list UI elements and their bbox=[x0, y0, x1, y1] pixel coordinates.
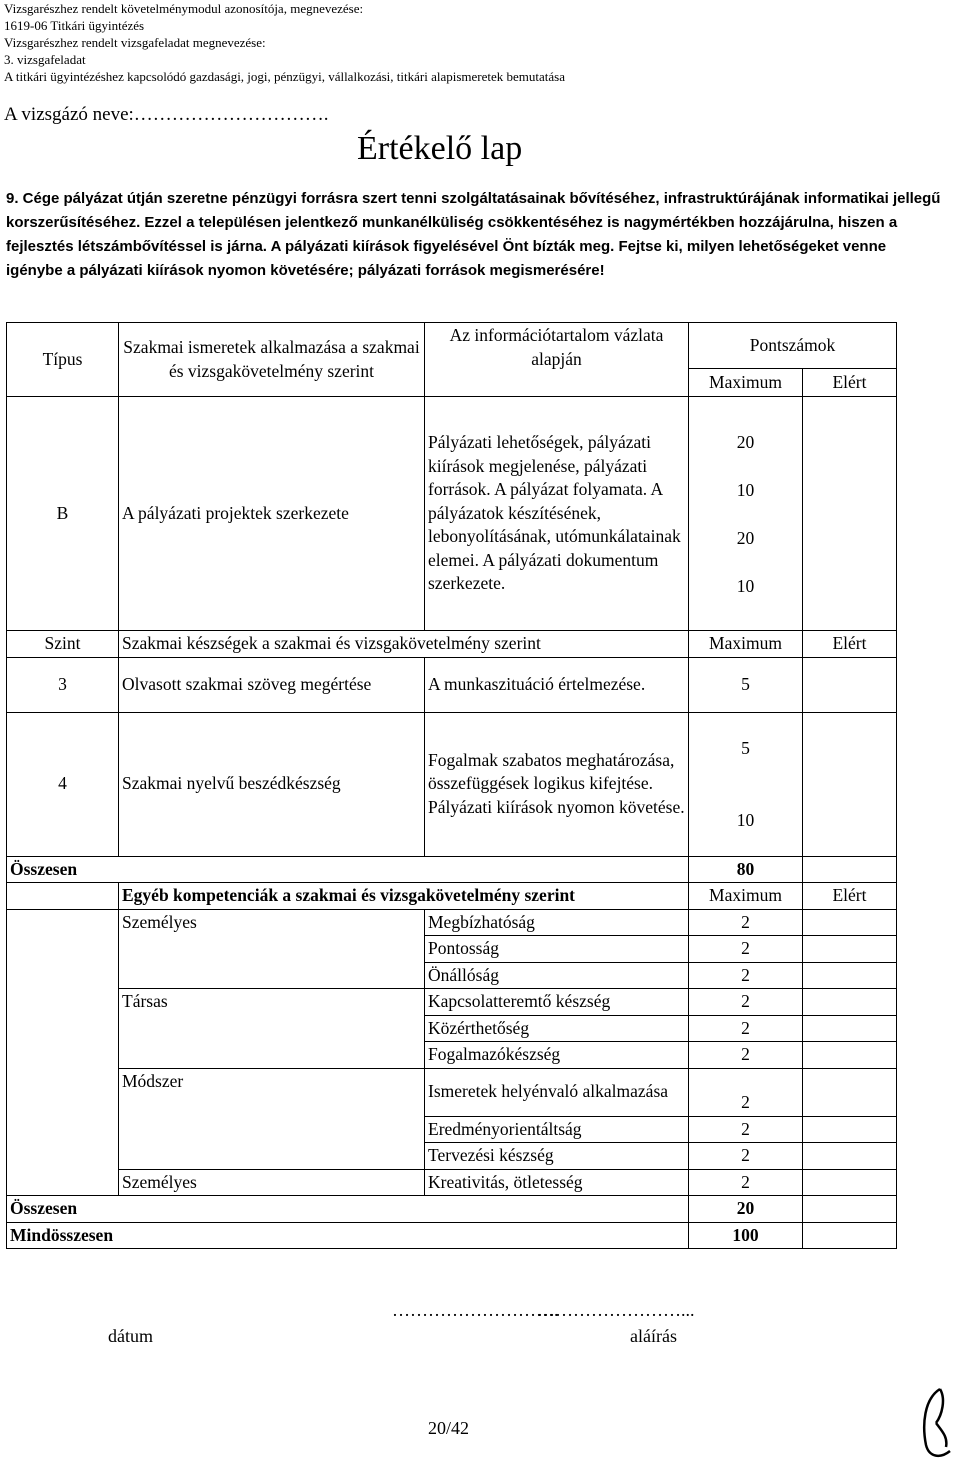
other-max-header: Maximum bbox=[689, 883, 803, 910]
page-number: 20/42 bbox=[428, 1418, 470, 1438]
competency-name: Önállóság bbox=[425, 962, 689, 989]
competency-name: Tervezési készség bbox=[425, 1143, 689, 1170]
max-value: 10 bbox=[736, 575, 755, 596]
topic-cell: A pályázati projektek szerkezete bbox=[119, 397, 425, 631]
competency-achieved[interactable] bbox=[803, 909, 897, 936]
max-value: 20 bbox=[736, 431, 755, 452]
skill-name: Szakmai nyelvű beszédkészség bbox=[119, 712, 425, 856]
competency-achieved[interactable] bbox=[803, 989, 897, 1016]
competency-group: Személyes bbox=[119, 1169, 425, 1196]
subtotal-achieved[interactable] bbox=[803, 1196, 897, 1223]
competency-name: Pontosság bbox=[425, 936, 689, 963]
subtotal-label: Összesen bbox=[7, 856, 689, 883]
grand-total-label: Mindösszesen bbox=[7, 1222, 689, 1249]
evaluation-table bbox=[6, 322, 897, 1249]
header-type: Típus bbox=[7, 323, 119, 397]
header-outline: Az információtartalom vázlata alapján bbox=[425, 323, 689, 397]
skill-name: Olvasott szakmai szöveg megértése bbox=[119, 657, 425, 712]
date-label: dátum bbox=[108, 1326, 153, 1346]
examinee-name-label: A vizsgázó neve:…………………………. bbox=[4, 104, 329, 125]
document-header bbox=[4, 0, 565, 85]
competency-achieved[interactable] bbox=[803, 1169, 897, 1196]
max-value: 20 bbox=[736, 527, 755, 548]
competency-name: Kreativitás, ötletesség bbox=[425, 1169, 689, 1196]
subtotal-label: Összesen bbox=[7, 1196, 689, 1223]
skill-achieved[interactable] bbox=[803, 712, 897, 856]
max-value: 5 bbox=[741, 738, 750, 758]
skill-level: 3 bbox=[7, 657, 119, 712]
skill-achieved[interactable] bbox=[803, 657, 897, 712]
competency-max: 2 bbox=[689, 936, 803, 963]
competency-name: Megbízhatóság bbox=[425, 909, 689, 936]
competency-max: 2 bbox=[689, 989, 803, 1016]
competency-name: Ismeretek helyénvaló alkalmazása bbox=[425, 1068, 689, 1116]
header-line: 1619-06 Titkári ügyintézés bbox=[4, 18, 145, 33]
competency-spacer bbox=[7, 909, 119, 1196]
competency-group: Társas bbox=[119, 989, 425, 1069]
competency-max: 2 bbox=[689, 1143, 803, 1170]
b-achieved-cell[interactable] bbox=[803, 397, 897, 631]
grand-total-value: 100 bbox=[689, 1222, 803, 1249]
header-line: Vizsgarészhez rendelt követelménymodul azonosítója, megnevezése: bbox=[4, 1, 364, 16]
competency-name: Kapcsolatteremtő készség bbox=[425, 989, 689, 1016]
type-b-cell: B bbox=[7, 397, 119, 631]
other-empty bbox=[7, 883, 119, 910]
skills-level-header: Szint bbox=[7, 631, 119, 658]
competency-achieved[interactable] bbox=[803, 1068, 897, 1116]
skill-max: 5 bbox=[689, 657, 803, 712]
competency-achieved[interactable] bbox=[803, 1116, 897, 1143]
header-knowledge: Szakmai ismeretek alkalmazása a szakmai és vizsgakövetelmény szerint bbox=[119, 323, 425, 397]
competency-achieved[interactable] bbox=[803, 1015, 897, 1042]
skills-header: Szakmai készségek a szakmai és vizsgakövetelmény szerint bbox=[119, 631, 689, 658]
header-line: Vizsgarészhez rendelt vizsgafeladat megnevezése: bbox=[4, 35, 266, 50]
b-max-cell bbox=[689, 397, 803, 631]
handwritten-signature-mark bbox=[918, 1385, 958, 1463]
max-value: 10 bbox=[736, 479, 755, 500]
task-description: 9. Cége pályázat útján szeretne pénzügyi forrásra szert tenni szolgáltatásainak bővítéséhez, infrastruktúrájának informatikai jellegű korszerűsítéséhez. Ezzel a településen jelentkező munkanélküliség csökkentéséhez is nagymértékben hozzájárulna, hiszen a fejlesztés létszámbővítéssel is járna. A pályázati kiírások figyelésével Önt bízták meg. Fejtse ki, milyen lehetőségeket venne igénybe a pályázati kiírások nyomon követésére; pályázati források megismerésére! bbox=[6, 190, 941, 279]
header-line: 3. vizsgafeladat bbox=[4, 52, 86, 67]
header-max: Maximum bbox=[689, 369, 803, 397]
competency-max: 2 bbox=[689, 1015, 803, 1042]
header-points: Pontszámok bbox=[689, 323, 897, 369]
subtotal-value: 20 bbox=[689, 1196, 803, 1223]
competency-achieved[interactable] bbox=[803, 1143, 897, 1170]
competency-max: 2 bbox=[689, 909, 803, 936]
skills-achieved-header: Elért bbox=[803, 631, 897, 658]
signature-dots: ……………………... bbox=[537, 1300, 695, 1320]
competency-group: Személyes bbox=[119, 909, 425, 989]
grand-total-achieved[interactable] bbox=[803, 1222, 897, 1249]
subtotal-achieved[interactable] bbox=[803, 856, 897, 883]
competency-name: Közérthetőség bbox=[425, 1015, 689, 1042]
skill-max bbox=[689, 712, 803, 856]
competency-max: 2 bbox=[689, 962, 803, 989]
skills-max-header: Maximum bbox=[689, 631, 803, 658]
skill-content: A munkaszituáció értelmezése. bbox=[425, 657, 689, 712]
competency-max: 2 bbox=[689, 1169, 803, 1196]
header-line: A titkári ügyintézéshez kapcsolódó gazdasági, jogi, pénzügyi, vállalkozási, titkári alapismeretek bemutatása bbox=[4, 69, 565, 84]
content-cell: Pályázati lehetőségek, pályázati kiírások megjelenése, pályázati források. A pályázat folyamata. A pályázatok készítésének, lebonyolításának, utómunkálatainak elemei. A pályázati dokumentum szerkezete. bbox=[425, 397, 689, 631]
max-value: 10 bbox=[736, 810, 755, 830]
signature-label: aláírás bbox=[630, 1326, 677, 1346]
competency-max: 2 bbox=[689, 1042, 803, 1069]
competency-group: Módszer bbox=[119, 1068, 425, 1169]
competency-achieved[interactable] bbox=[803, 962, 897, 989]
header-achieved: Elért bbox=[803, 369, 897, 397]
date-dots: ………………………. bbox=[392, 1300, 559, 1320]
competency-max: 2 bbox=[689, 1116, 803, 1143]
skill-level: 4 bbox=[7, 712, 119, 856]
subtotal-value: 80 bbox=[689, 856, 803, 883]
other-achieved-header: Elért bbox=[803, 883, 897, 910]
competency-max: 2 bbox=[689, 1068, 803, 1116]
page-title: Értékelő lap bbox=[357, 130, 523, 167]
competency-name: Fogalmazókészség bbox=[425, 1042, 689, 1069]
skill-content: Fogalmak szabatos meghatározása, összefüggések logikus kifejtése. Pályázati kiírások nyomon követése. bbox=[425, 712, 689, 856]
competency-name: Eredményorientáltság bbox=[425, 1116, 689, 1143]
competency-achieved[interactable] bbox=[803, 1042, 897, 1069]
other-header: Egyéb kompetenciák a szakmai és vizsgakövetelmény szerint bbox=[119, 883, 689, 910]
competency-achieved[interactable] bbox=[803, 936, 897, 963]
